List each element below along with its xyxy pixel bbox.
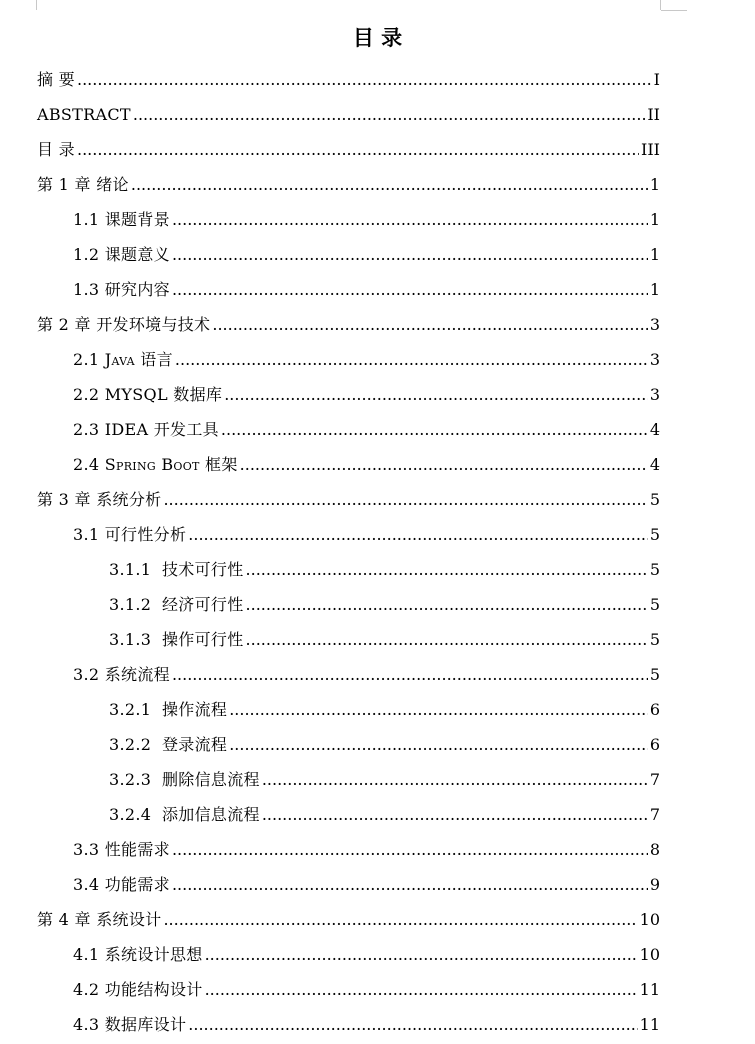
toc-dot-leader (188, 525, 648, 545)
toc-entry-page-number: 5 (649, 559, 660, 579)
toc-dot-leader (221, 420, 648, 440)
toc-entry[interactable] (109, 797, 660, 832)
toc-dot-leader (172, 840, 648, 860)
toc-dot-leader (131, 175, 648, 195)
toc-entry-text: 课题意义 (104, 244, 170, 264)
toc-entry-label (37, 140, 75, 160)
toc-entry-text: 操作可行性 (162, 629, 244, 649)
toc-entry-text: 功能需求 (104, 874, 170, 894)
toc-dot-leader (133, 105, 645, 125)
toc-entry-text: 绪论 (96, 174, 129, 194)
toc-entry[interactable] (109, 552, 660, 587)
toc-entry-number: 第 2 章 (37, 314, 91, 334)
toc-entry-text: 数据库设计 (104, 1014, 187, 1034)
toc-entry[interactable] (73, 1007, 660, 1042)
toc-entry-page-number: III (641, 139, 660, 159)
toc-entry-label (73, 210, 170, 230)
toc-entry-number: 3.2.2 (109, 734, 152, 754)
toc-entry-page-number: 11 (639, 1014, 660, 1034)
toc-entry-page-number: 3 (649, 349, 660, 369)
toc-dot-leader (212, 315, 647, 335)
toc-entry[interactable] (73, 937, 660, 972)
toc-entry-label (73, 525, 186, 545)
toc-entry-text: 系统流程 (104, 664, 170, 684)
toc-entry-page-number: 10 (639, 944, 660, 964)
toc-entry-text: 系统分析 (96, 489, 162, 509)
toc-entry-label (73, 1015, 186, 1035)
toc-dot-leader (163, 490, 647, 510)
toc-entry-label (109, 770, 260, 790)
toc-entry-text: 课题背景 (104, 209, 170, 229)
toc-entry-number: 3.4 (73, 874, 100, 894)
toc-entry-label (37, 315, 210, 335)
toc-entry[interactable] (109, 727, 660, 762)
toc-entry-number: 3.2.1 (109, 699, 152, 719)
toc-entry-number: 1.3 (73, 279, 100, 299)
toc-dot-leader (246, 595, 648, 615)
toc-entry-number: 第 3 章 (37, 489, 91, 509)
toc-entry-page-number: I (653, 69, 660, 89)
toc-entry-text: Spring Boot 框架 (104, 454, 238, 474)
toc-entry-number: 2.1 (73, 349, 100, 369)
toc-entry-text: 操作流程 (162, 699, 228, 719)
toc-entry[interactable] (37, 62, 660, 97)
toc-entry-text: 性能需求 (104, 839, 170, 859)
toc-entry[interactable] (37, 132, 660, 167)
toc-entry-number: 4.2 (73, 979, 100, 999)
toc-entry-page-number: 5 (649, 629, 660, 649)
crop-mark-top-right (660, 0, 661, 10)
toc-dot-leader (229, 700, 648, 720)
toc-entry[interactable] (109, 762, 660, 797)
toc-entry-number: 第 1 章 (37, 174, 91, 194)
toc-entry-number: 第 4 章 (37, 909, 91, 929)
toc-entry[interactable] (109, 692, 660, 727)
toc-entry-label (73, 875, 170, 895)
toc-dot-leader (172, 665, 648, 685)
toc-entry-number: 3.1.1 (109, 559, 152, 579)
toc-entry-text: 技术可行性 (162, 559, 244, 579)
toc-entry-page-number: 7 (649, 804, 660, 824)
toc-dot-leader (205, 945, 638, 965)
toc-entry-label (73, 280, 170, 300)
toc-entry-number: 4.1 (73, 944, 100, 964)
toc-entry-number: 1.1 (73, 209, 100, 229)
toc-entry[interactable] (37, 482, 660, 517)
toc-dot-leader (262, 805, 648, 825)
toc-entry-text: 摘 要 (37, 69, 75, 89)
toc-dot-leader (163, 910, 637, 930)
toc-entry-label (109, 805, 260, 825)
toc-entry-page-number: 1 (649, 279, 660, 299)
toc-entry-label (73, 385, 222, 405)
toc-entry-text: 系统设计思想 (104, 944, 203, 964)
toc-entry-label (37, 490, 161, 510)
toc-entry[interactable] (73, 412, 660, 447)
toc-entry[interactable] (73, 447, 660, 482)
toc-dot-leader (172, 875, 648, 895)
toc-entry[interactable] (109, 587, 660, 622)
toc-entry-page-number: 3 (649, 384, 660, 404)
toc-entry-page-number: 6 (649, 734, 660, 754)
toc-dot-leader (188, 1015, 637, 1035)
toc-entry-label (73, 245, 170, 265)
toc-entry-text: 目 录 (37, 139, 75, 159)
toc-entry-number: 3.1 (73, 524, 100, 544)
toc-entry-text: ABSTRACT (37, 104, 131, 124)
toc-entry-page-number: 4 (649, 419, 660, 439)
toc-entry-page-number: 6 (649, 699, 660, 719)
toc-entry[interactable] (109, 622, 660, 657)
toc-entry-page-number: 1 (649, 244, 660, 264)
toc-entry-number: 2.2 (73, 384, 100, 404)
toc-entry-page-number: 5 (649, 489, 660, 509)
toc-dot-leader (240, 455, 648, 475)
toc-entry-label (73, 455, 238, 475)
toc-entry-page-number: 1 (649, 209, 660, 229)
toc-entry-page-number: 4 (649, 454, 660, 474)
toc-entry-label (73, 665, 170, 685)
toc-entry-page-number: 8 (649, 839, 660, 859)
toc-entry-page-number: 9 (649, 874, 660, 894)
toc-entry-label (73, 350, 173, 370)
toc-entry[interactable] (73, 867, 660, 902)
crop-mark-top-left (36, 0, 37, 10)
toc-entry-text: 经济可行性 (162, 594, 244, 614)
toc-entry-page-number: 5 (649, 594, 660, 614)
toc-dot-leader (205, 980, 638, 1000)
toc-entry-page-number: 7 (649, 769, 660, 789)
toc-dot-leader (246, 630, 648, 650)
toc-entry-label (109, 735, 227, 755)
toc-entry-number: 2.4 (73, 454, 100, 474)
toc-entry[interactable] (73, 517, 660, 552)
toc-entry-label (73, 945, 203, 965)
toc-entry-number: 2.3 (73, 419, 100, 439)
toc-entry-text: IDEA 开发工具 (104, 419, 219, 439)
toc-entry[interactable] (73, 832, 660, 867)
toc-entry-text: 研究内容 (104, 279, 170, 299)
toc-entry[interactable] (73, 342, 660, 377)
toc-dot-leader (77, 140, 639, 160)
toc-entry[interactable] (73, 972, 660, 1007)
toc-entry-text: MYSQL 数据库 (104, 384, 223, 404)
toc-entry-label (109, 700, 227, 720)
toc-entry-label (73, 420, 219, 440)
toc-entry[interactable] (37, 167, 660, 202)
toc-entry[interactable] (37, 97, 660, 132)
toc-entry-text: 删除信息流程 (162, 769, 260, 789)
toc-entry-label (37, 105, 131, 125)
toc-entry-text: 登录流程 (162, 734, 228, 754)
toc-entry-label (73, 840, 170, 860)
toc-entry-number: 3.2.4 (109, 804, 152, 824)
toc-entry-number: 4.3 (73, 1014, 100, 1034)
toc-entry-text: 可行性分析 (104, 524, 187, 544)
toc-entry[interactable] (73, 657, 660, 692)
toc-entry-number: 3.1.3 (109, 629, 152, 649)
toc-entry-label (109, 630, 244, 650)
toc-entry-page-number: 1 (649, 174, 660, 194)
toc-entry-number: 3.2.3 (109, 769, 152, 789)
toc-entry-label (73, 980, 203, 1000)
toc-dot-leader (172, 245, 648, 265)
toc-entry-number: 1.2 (73, 244, 100, 264)
toc-entry-page-number: II (647, 104, 660, 124)
page-title: 目 录 (352, 25, 403, 50)
toc-entry-page-number: 5 (649, 664, 660, 684)
toc-entry-label (37, 910, 161, 930)
toc-entry-label (37, 70, 75, 90)
toc-entry-number: 3.3 (73, 839, 100, 859)
toc-entry-number: 3.1.2 (109, 594, 152, 614)
toc-entry[interactable] (37, 902, 660, 937)
toc-entry-page-number: 5 (649, 524, 660, 544)
toc-dot-leader (172, 210, 648, 230)
toc-entry-text: 添加信息流程 (162, 804, 260, 824)
crop-mark-top-right-horizontal (661, 10, 687, 11)
toc-entry-page-number: 10 (639, 909, 660, 929)
toc-entry-label (109, 560, 244, 580)
toc-entry-number: 3.2 (73, 664, 100, 684)
toc-dot-leader (224, 385, 648, 405)
toc-entry-text: 功能结构设计 (104, 979, 203, 999)
toc-entry-label (37, 175, 129, 195)
toc-entry-label (109, 595, 244, 615)
toc-dot-leader (172, 280, 648, 300)
toc-entry-text: Java 语言 (104, 349, 173, 369)
toc-entry[interactable] (73, 272, 660, 307)
toc-entry-text: 开发环境与技术 (96, 314, 211, 334)
toc-entry[interactable] (37, 307, 660, 342)
toc-entry[interactable] (73, 377, 660, 412)
toc-entry[interactable] (73, 237, 660, 272)
toc-entry[interactable] (73, 202, 660, 237)
toc-entry-text: 系统设计 (96, 909, 162, 929)
toc-dot-leader (229, 735, 648, 755)
toc-entry-page-number: 3 (649, 314, 660, 334)
toc-entry-page-number: 11 (639, 979, 660, 999)
toc-dot-leader (77, 70, 652, 90)
toc-dot-leader (246, 560, 648, 580)
toc-dot-leader (262, 770, 648, 790)
toc-dot-leader (175, 350, 648, 370)
